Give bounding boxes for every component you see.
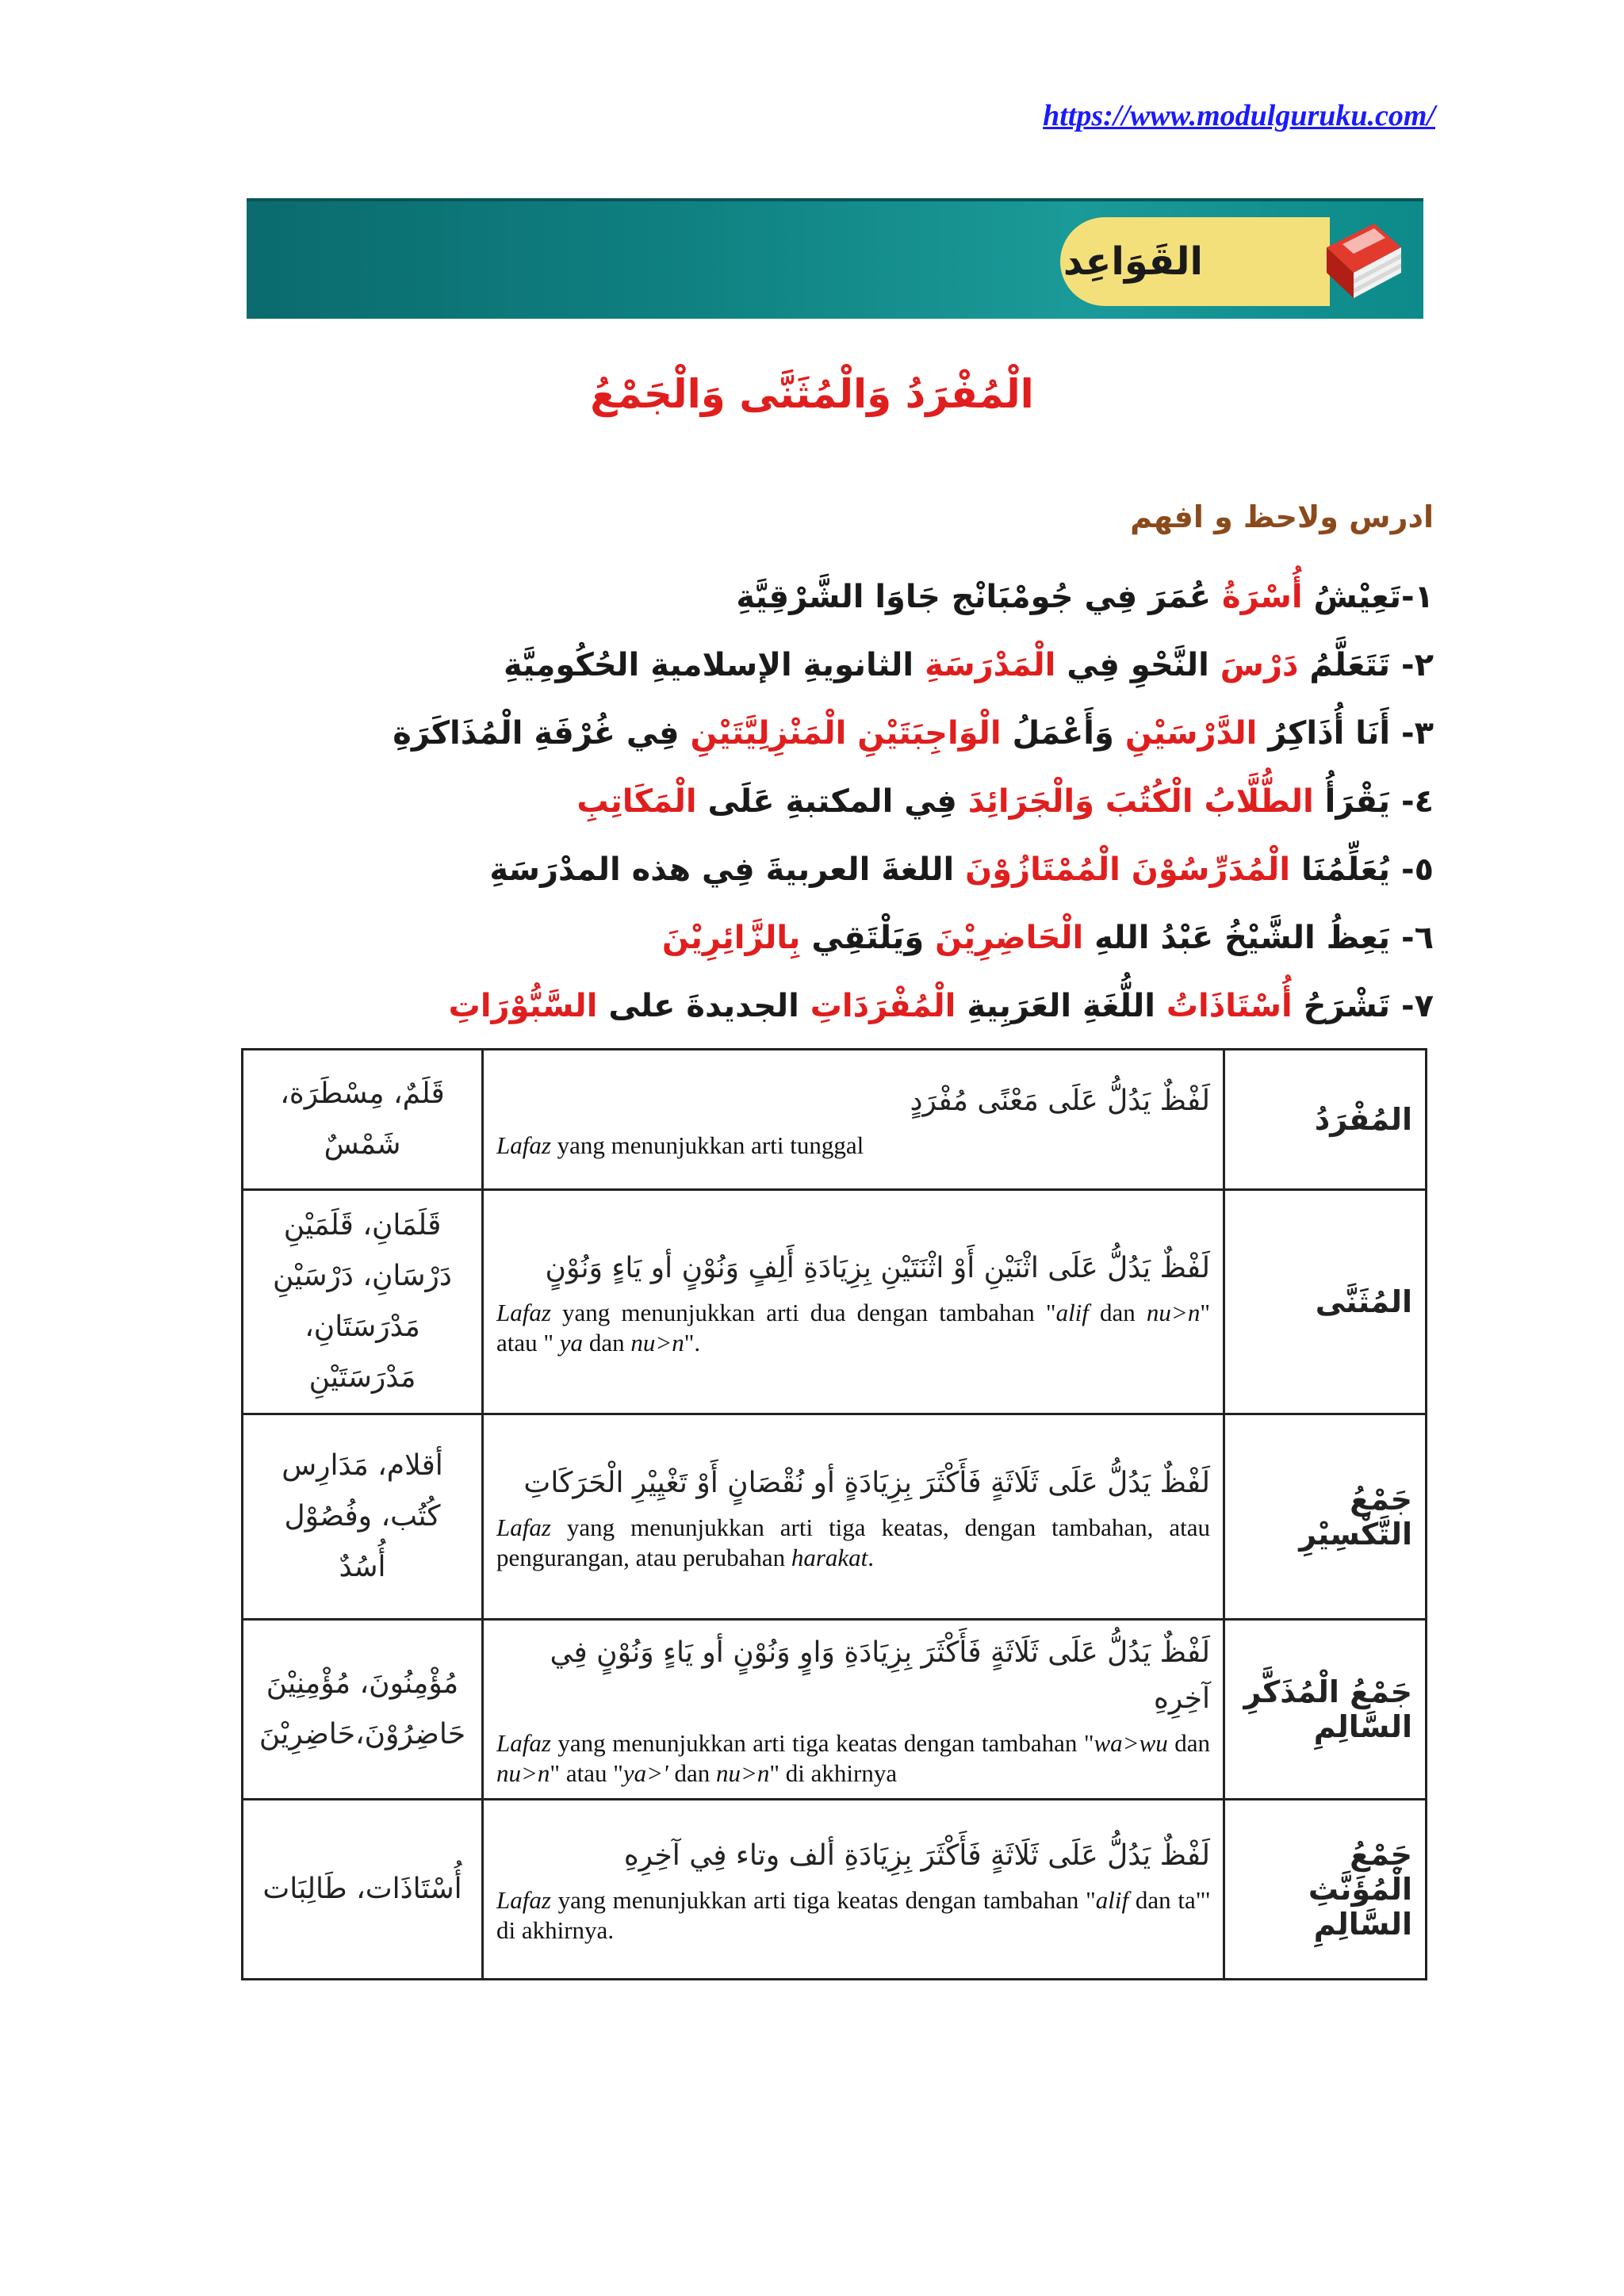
definition-indonesian <box>496 1513 1210 1573</box>
sentence-text: النَّحْوِ فِي <box>1055 647 1220 683</box>
definition-cell <box>483 1800 1224 1980</box>
banner-title: القَوَاعِد <box>1063 239 1203 284</box>
example-word: مُؤْمِنُونَ، مُؤْمِنِيْنَ <box>266 1667 459 1700</box>
highlighted-word: الطُّلَّابُ الْكُتُبَ وَالْجَرَائِدَ <box>967 783 1314 820</box>
definition-fragment: " di akhirnya <box>769 1759 898 1787</box>
definition-fragment: Lafaz <box>496 1729 551 1757</box>
sentence-text: فِي غُرْفَةِ الْمُذَاكَرَةِ <box>393 715 691 752</box>
highlighted-word: الْحَاضِرِيْنَ <box>935 920 1084 956</box>
example-word: دَرْسَانِ، دَرْسَيْنِ <box>273 1260 452 1292</box>
examples-cell <box>243 1190 483 1414</box>
highlighted-word: السَّبُّوْرَاتِ <box>448 988 598 1024</box>
highlighted-word: الْمَكَاتِبِ <box>576 783 697 820</box>
highlighted-word: الْمَدْرَسَةِ <box>925 647 1056 683</box>
example-sentence <box>197 836 1434 904</box>
definition-fragment: dan <box>583 1329 631 1357</box>
definition-cell <box>483 1620 1224 1800</box>
definition-arabic: لَفْظٌ يَدُلُّ عَلَى ثَلَاثَةٍ فَأَكْثَرَ بِزِيَادَةِ وَاوٍ وَنُوْنٍ أو يَاءٍ وَنُوْنٍ فِي آخِرِهِ <box>550 1636 1210 1715</box>
definition-arabic: لَفْظٌ يَدُلُّ عَلَى مَعْنًى مُفْرَدٍ <box>910 1085 1210 1117</box>
definition-fragment: " atau " <box>550 1759 623 1787</box>
definition-fragment: yang menunjukkan arti tunggal <box>550 1131 864 1159</box>
rules-table <box>241 1048 1427 1980</box>
example-word: كُتُب، وفُصُوْل <box>284 1500 441 1533</box>
definition-fragment: nu>n <box>1146 1299 1201 1326</box>
highlighted-word: الْمُفْرَدَاتِ <box>810 988 956 1024</box>
definition-fragment: " atau " <box>496 1299 1210 1357</box>
sentence-text: وَأَعْمَلُ <box>1001 715 1125 752</box>
example-sentence <box>197 699 1434 767</box>
highlighted-word: الْوَاجِبَتَيْنِ الْمَنْزِلِيَّتَيْنِ <box>690 715 1002 752</box>
sentence-text: ٥- يُعَلِّمُنَا <box>1290 851 1434 888</box>
definition-fragment: Lafaz <box>496 1513 551 1541</box>
sentence-text: فِي المكتبةِ عَلَى <box>696 783 968 820</box>
sentence-text: ٦- يَعِظُ الشَّيْخُ عَبْدُ اللهِ <box>1083 920 1434 956</box>
definition-fragment: ". <box>684 1329 701 1357</box>
highlighted-word: الْمُدَرِّسُوْنَ الْمُمْتَازُوْنَ <box>965 851 1291 888</box>
sentence-text: ٧- تَشْرَحُ <box>1292 988 1434 1024</box>
definition-fragment: . <box>868 1544 875 1571</box>
example-sentence <box>197 563 1434 631</box>
book-icon <box>1319 216 1406 308</box>
example-word: مَدْرَسَتَانِ، مَدْرَسَتَيْنِ <box>304 1311 420 1394</box>
definition-fragment: alif <box>1055 1299 1089 1326</box>
definition-fragment: Lafaz <box>496 1886 551 1914</box>
example-word: حَاضِرُوْنَ،حَاضِرِيْنَ <box>259 1718 466 1751</box>
definition-fragment: ya <box>559 1329 584 1357</box>
example-word: أُسْتَاذَات، طَالِبَات <box>262 1873 462 1905</box>
definition-indonesian <box>496 1885 1210 1946</box>
examples-cell <box>243 1800 483 1980</box>
example-word: قَلَمٌ، مِسْطَرَة، <box>280 1077 445 1110</box>
lesson-title: الْمُفْرَدُ وَالْمُثَنَّى وَالْجَمْعُ <box>590 371 1034 417</box>
example-word: أُسُدٌ <box>339 1551 386 1583</box>
term-cell: جَمْعُ الْمُؤَنَّثِ السَّالِمِ <box>1224 1800 1427 1980</box>
highlighted-word: أُسْتَاذَاتُ <box>1166 988 1293 1024</box>
sentence-text: ١-تَعِيْشُ <box>1302 579 1434 615</box>
definition-arabic: لَفْظٌ يَدُلُّ عَلَى ثَلَاثَةٍ فَأَكْثَرَ بِزِيَادَةٍ أو نُقْصَانٍ أَوْ تَغْيِيْرِ الْحَرَكَاتِ <box>523 1467 1210 1499</box>
definition-cell <box>483 1050 1224 1190</box>
definition-fragment: dan <box>1167 1729 1210 1757</box>
definition-fragment: dan ta"' di akhirnya. <box>496 1886 1210 1944</box>
table-row <box>243 1800 1427 1980</box>
definition-fragment: Lafaz <box>496 1299 551 1326</box>
example-sentence <box>197 972 1434 1040</box>
examples-cell <box>243 1414 483 1620</box>
examples-cell <box>243 1050 483 1190</box>
highlighted-word: الدَّرْسَيْنِ <box>1124 715 1258 752</box>
highlighted-word: دَرْسَ <box>1220 647 1299 683</box>
sentence-text: ٣- أَنَا أُذَاكِرُ <box>1257 715 1434 752</box>
definition-fragment: Lafaz <box>496 1131 551 1159</box>
example-word: شَمْسٌ <box>324 1128 401 1161</box>
site-url-link[interactable]: https://www.modulguruku.com/ <box>1043 99 1435 132</box>
example-sentence-list <box>197 563 1434 1040</box>
sentence-text: وَيَلْتَقِي <box>800 920 936 956</box>
example-sentence <box>197 904 1434 972</box>
banner-title-pill <box>1060 217 1314 306</box>
definition-fragment: dan <box>1088 1299 1147 1326</box>
definition-fragment: ya>' <box>622 1759 668 1787</box>
example-word: قَلَمَانِ، قَلَمَيْنِ <box>283 1209 442 1242</box>
definition-fragment: nu>n <box>496 1759 550 1787</box>
table-row <box>243 1190 1427 1414</box>
sentence-text: الثانويةِ الإسلاميةِ الحُكُومِيَّةِ <box>504 647 925 683</box>
section-banner <box>247 198 1423 319</box>
sentence-text: ٢- تَتَعَلَّمُ <box>1298 647 1434 683</box>
example-word: أقلام، مَدَارِس <box>282 1449 443 1482</box>
definition-indonesian <box>496 1728 1210 1789</box>
definition-cell <box>483 1190 1224 1414</box>
instruction-heading: ادرس ولاحظ و افهم <box>1130 499 1434 534</box>
table-row <box>243 1414 1427 1620</box>
definition-fragment: nu>n <box>715 1759 770 1787</box>
term-cell: المُثَنَّى <box>1224 1190 1427 1414</box>
definition-fragment: yang menunjukkan arti tiga keatas dengan tambahan " <box>550 1729 1094 1757</box>
example-sentence <box>197 631 1434 699</box>
highlighted-word: أُسْرَةُ <box>1222 579 1303 615</box>
table-row <box>243 1620 1427 1800</box>
definition-fragment: yang menunjukkan arti tiga keatas dengan tambahan " <box>550 1886 1096 1914</box>
table-row <box>243 1050 1427 1190</box>
term-cell: المُفْرَدُ <box>1224 1050 1427 1190</box>
sentence-text: عُمَرَ فِي جُومْبَانْج جَاوَا الشَّرْقِيَّةِ <box>736 579 1223 615</box>
sentence-text: الجديدةَ على <box>597 988 810 1024</box>
definition-fragment: yang menunjukkan arti dua dengan tambahan " <box>550 1299 1056 1326</box>
sentence-text: اللُّغَةِ العَرَبِيةِ <box>956 988 1166 1024</box>
term-cell: جَمْعُ التَّكْسِيْرِ <box>1224 1414 1427 1620</box>
sentence-text: اللغةَ العربيةَ فِي هذه المدْرَسَةِ <box>489 851 966 888</box>
definition-fragment: wa>wu <box>1094 1729 1168 1757</box>
definition-fragment: nu>n <box>630 1329 684 1357</box>
definition-cell <box>483 1414 1224 1620</box>
definition-fragment: yang menunjukkan arti tiga keatas, dengan tambahan, atau pengurangan, atau perubahan <box>496 1513 1210 1571</box>
highlighted-word: بِالزَّائِرِيْنَ <box>661 920 801 956</box>
definition-arabic: لَفْظٌ يَدُلُّ عَلَى اثْنَيْنِ أَوْ اثْنَتَيْنِ بِزِيَادَةِ أَلِفٍ وَنُوْنٍ أو يَاءٍ وَنُوْنٍ <box>545 1252 1210 1284</box>
definition-fragment: harakat <box>791 1544 868 1571</box>
examples-cell <box>243 1620 483 1800</box>
term-cell: جَمْعُ الْمُذَكَّرِ السَّالِمِ <box>1224 1620 1427 1800</box>
definition-fragment: dan <box>668 1759 716 1787</box>
example-sentence <box>197 767 1434 836</box>
definition-indonesian <box>496 1298 1210 1358</box>
definition-fragment: alif <box>1095 1886 1129 1914</box>
sentence-text: ٤- يَقْرَأُ <box>1313 783 1434 820</box>
definition-indonesian <box>496 1131 1210 1161</box>
definition-arabic: لَفْظٌ يَدُلُّ عَلَى ثَلَاثَةٍ فَأَكْثَرَ بِزِيَادَةِ ألف وتاء فِي آخِرِهِ <box>623 1839 1210 1872</box>
